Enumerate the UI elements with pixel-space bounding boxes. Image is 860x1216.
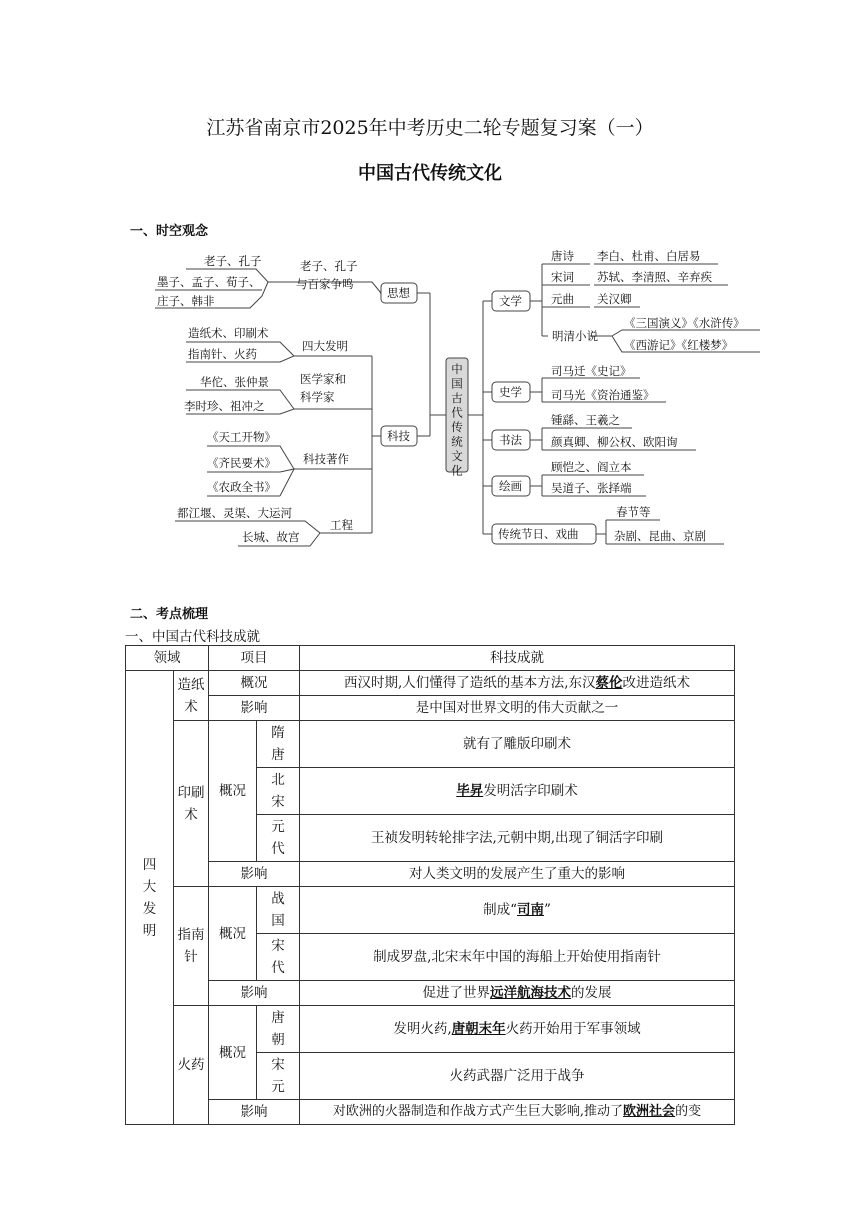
branch-sixiang-1: 老子、孔子: [300, 259, 358, 273]
branch-sida: 四大发明: [302, 339, 348, 353]
table-row: [126, 981, 735, 1006]
branch-yixue-1: 医学家和: [300, 372, 346, 386]
table-row: [126, 671, 735, 696]
item-huoyao: 火药: [174, 1006, 209, 1125]
leaf-mozi: 墨子、孟子、荀子、: [157, 275, 261, 289]
label-impact: 影响: [209, 862, 300, 887]
mind-map-center-char: 中: [451, 362, 463, 376]
item-zhinan: 指南 针: [174, 887, 209, 1006]
label-overview: 概况: [209, 887, 257, 981]
mind-map-center-char: 统: [451, 434, 463, 449]
mind-map-center-char: 传: [451, 420, 463, 434]
mind-map-center-char: 国: [451, 376, 463, 391]
item-zaozhi: 造纸 术: [174, 671, 209, 721]
box-wenxue: 文学: [499, 294, 522, 308]
huihua-leaf-0: 顾恺之、阎立本: [551, 460, 632, 474]
shixue-leaf-0: 司马迁《史记》: [551, 364, 632, 378]
era-cell: 唐 朝: [257, 1006, 300, 1053]
cell-zaozhi-impact: 是中国对世界文明的伟大贡献之一: [300, 696, 735, 721]
table-row: [126, 862, 735, 887]
table-header-row: [126, 646, 735, 671]
mind-map-center-char: 文: [451, 449, 463, 463]
cell-zhinan-0: 制成“司南”: [300, 887, 735, 934]
subsection-heading: 一、中国古代科技成就: [125, 629, 260, 645]
cell-yinshua-1: 毕昇发明活字印刷术: [300, 768, 735, 815]
leaf-yixue-2: 李时珍、祖冲之: [184, 399, 265, 413]
shufa-leaf-1: 颜真卿、柳公权、欧阳询: [551, 435, 678, 449]
label-overview: 概况: [209, 721, 257, 862]
jieri-leaf-1: 杂剧、昆曲、京剧: [614, 529, 706, 543]
wenxue-k-0: 唐诗: [551, 249, 574, 263]
jieri-leaf-0: 春节等: [616, 505, 651, 519]
mind-map-center-char: 古: [451, 391, 463, 405]
section-heading-1: 一、时空观念: [130, 224, 209, 239]
shufa-leaf-0: 锺繇、王羲之: [551, 413, 620, 427]
box-keji: 科技: [387, 429, 410, 443]
leaf-yixue-1: 华佗、张仲景: [200, 375, 269, 389]
branch-zhuzuo: 科技著作: [303, 452, 349, 466]
leaf-sida-2: 指南针、火药: [188, 347, 257, 361]
cell-zhinan-impact: 促进了世界远洋航海技术的发展: [300, 981, 735, 1006]
mind-map-center: [451, 362, 463, 478]
huihua-leaf-1: 吴道子、张择端: [551, 481, 632, 495]
leaf-laozi-kongzi: 老子、孔子: [204, 254, 262, 268]
label-overview: 概况: [209, 671, 300, 696]
leaf-gongcheng-1: 都江堰、灵渠、大运河: [177, 506, 292, 520]
domain-cell: 四 大 发 明: [126, 671, 174, 1125]
box-shufa: 书法: [499, 433, 522, 447]
box-shixue: 史学: [499, 385, 522, 399]
cell-yinshua-2: 王祯发明转轮排字法,元朝中期,出现了铜活字印刷: [300, 815, 735, 862]
header-domain: 领域: [126, 646, 209, 671]
wenxue-v-0: 李白、杜甫、白居易: [597, 249, 701, 263]
cell-huoyao-impact: 对欧洲的火器制造和作战方式产生巨大影响,推动了欧洲社会的变: [300, 1100, 735, 1125]
page-subtitle: 中国古代传统文化: [358, 163, 502, 184]
table-row: [126, 696, 735, 721]
leaf-gongcheng-2: 长城、故宫: [242, 530, 300, 544]
table-row: [126, 721, 735, 768]
leaf-zhuangzi: 庄子、韩非: [157, 294, 215, 308]
era-cell: 隋 唐: [257, 721, 300, 768]
label-overview: 概况: [209, 1006, 257, 1100]
table-row: [126, 887, 735, 934]
cell-yinshua-0: 就有了雕版印刷术: [300, 721, 735, 768]
leaf-sida-1: 造纸术、印刷术: [188, 326, 269, 340]
branch-sixiang-2: 与百家争鸣: [296, 277, 354, 291]
era-cell: 北 宋: [257, 768, 300, 815]
wenxue-v-3b: 《西游记》《红楼梦》: [624, 338, 734, 352]
cell-huoyao-1: 火药武器广泛用于战争: [300, 1053, 735, 1100]
branch-yixue-2: 科学家: [300, 390, 335, 404]
leaf-tiangong: 《天工开物》: [207, 430, 276, 444]
leaf-qimin: 《齐民要术》: [207, 456, 276, 470]
cell-yinshua-impact: 对人类文明的发展产生了重大的影响: [300, 862, 735, 887]
wenxue-k-3: 明清小说: [552, 329, 598, 343]
wenxue-k-1: 宋词: [551, 270, 574, 284]
wenxue-v-3a: 《三国演义》《水浒传》: [624, 316, 745, 330]
era-cell: 宋 元: [257, 1053, 300, 1100]
label-impact: 影响: [209, 981, 300, 1006]
header-achievement: 科技成就: [300, 646, 735, 671]
wenxue-k-2: 元曲: [551, 292, 574, 306]
cell-huoyao-0: 发明火药,唐朝末年火药开始用于军事领域: [300, 1006, 735, 1053]
box-sixiang: 思想: [387, 286, 410, 300]
table-row: [126, 1100, 735, 1125]
era-cell: 元 代: [257, 815, 300, 862]
page-title: 江苏省南京市2025年中考历史二轮专题复习案（一）: [206, 117, 654, 139]
box-huihua: 绘画: [499, 479, 522, 493]
era-cell: 宋 代: [257, 934, 300, 981]
cell-zhinan-1: 制成罗盘,北宋末年中国的海船上开始使用指南针: [300, 934, 735, 981]
mind-map-center-char: 化: [451, 463, 463, 478]
achievements-table: [125, 645, 735, 1125]
box-jieri: 传统节日、戏曲: [498, 527, 579, 541]
wenxue-v-1: 苏轼、李清照、辛弃疾: [597, 270, 712, 284]
section-heading-2: 二、考点梳理: [130, 607, 209, 622]
leaf-nongzheng: 《农政全书》: [207, 480, 276, 494]
branch-gongcheng: 工程: [330, 518, 353, 532]
mind-map-center-char: 代: [451, 405, 463, 420]
mind-map: [0, 0, 860, 580]
shixue-leaf-1: 司马光《资治通鉴》: [551, 388, 655, 402]
header-item: 项目: [209, 646, 300, 671]
cell-zaozhi-overview: 西汉时期,人们懂得了造纸的基本方法,东汉蔡伦改进造纸术: [300, 671, 735, 696]
item-yinshua: 印刷 术: [174, 721, 209, 887]
era-cell: 战 国: [257, 887, 300, 934]
label-impact: 影响: [209, 1100, 300, 1125]
label-impact: 影响: [209, 696, 300, 721]
table-row: [126, 1006, 735, 1053]
wenxue-v-2: 关汉卿: [597, 292, 632, 306]
